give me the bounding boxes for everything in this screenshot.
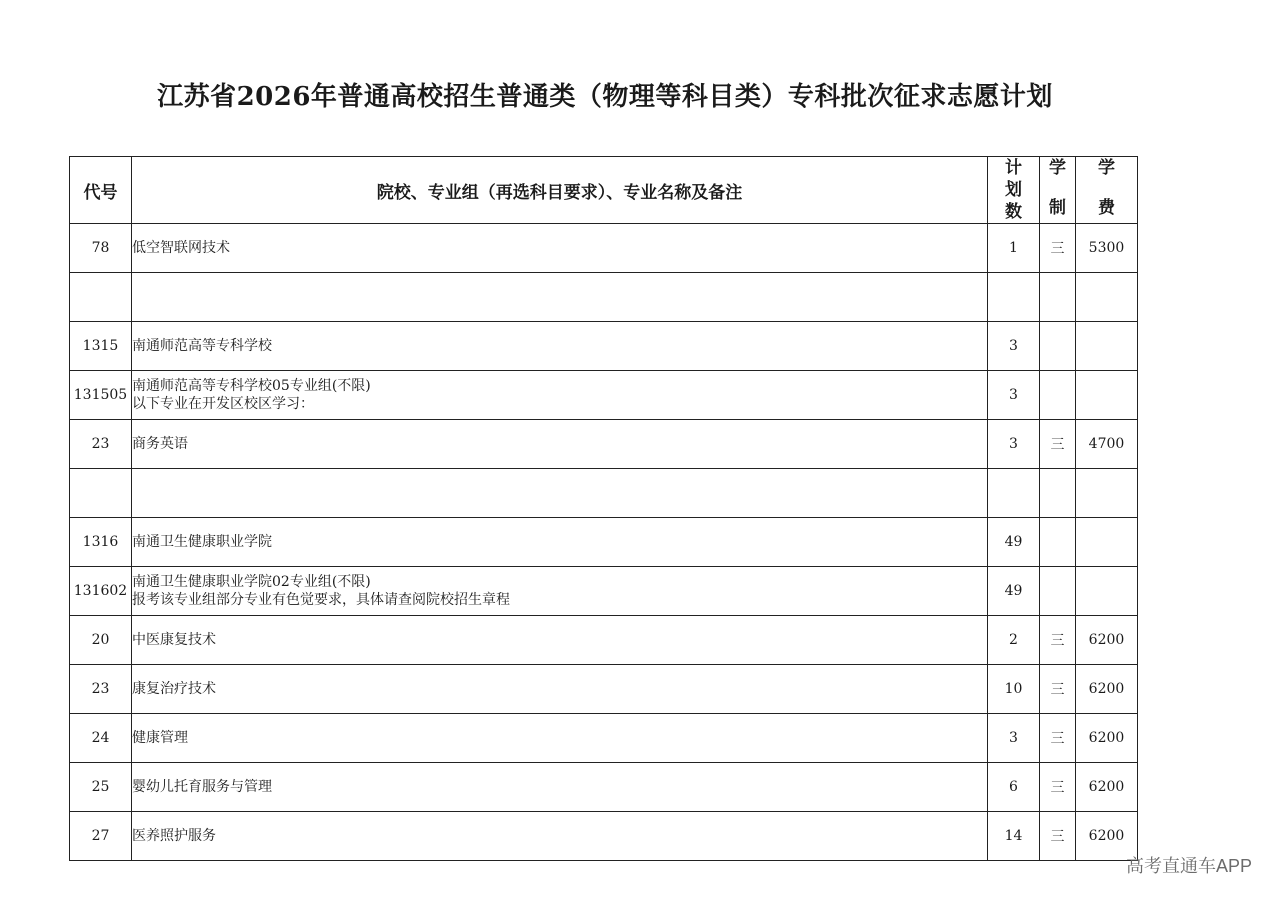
cell-plan: 2 xyxy=(988,616,1040,665)
cell-name xyxy=(132,322,988,371)
cell-code: 23 xyxy=(70,420,132,469)
cell-duration xyxy=(1040,371,1076,420)
cell-fee xyxy=(1076,273,1138,322)
table-header-row xyxy=(70,157,1138,224)
cell-name xyxy=(132,518,988,567)
table-row xyxy=(70,763,1138,812)
header-duration-char: 学 xyxy=(1049,158,1066,178)
cell-fee xyxy=(1076,567,1138,616)
table-row xyxy=(70,273,1138,322)
cell-name xyxy=(132,224,988,273)
cell-fee xyxy=(1076,371,1138,420)
header-plan xyxy=(988,157,1040,224)
table-row xyxy=(70,224,1138,273)
cell-fee: 6200 xyxy=(1076,616,1138,665)
cell-plan xyxy=(988,273,1040,322)
cell-duration xyxy=(1040,469,1076,518)
cell-plan: 49 xyxy=(988,518,1040,567)
cell-note-text: 以下专业在开发区校区学习： xyxy=(132,396,314,412)
cell-name xyxy=(132,812,988,861)
cell-plan: 6 xyxy=(988,763,1040,812)
cell-name-text: 南通卫生健康职业学院 xyxy=(132,534,272,550)
cell-code: 131602 xyxy=(70,567,132,616)
table-row xyxy=(70,714,1138,763)
cell-plan: 3 xyxy=(988,714,1040,763)
cell-duration: 三 xyxy=(1040,763,1076,812)
cell-code xyxy=(70,469,132,518)
cell-fee: 6200 xyxy=(1076,763,1138,812)
cell-fee: 4700 xyxy=(1076,420,1138,469)
cell-duration xyxy=(1040,322,1076,371)
cell-code: 27 xyxy=(70,812,132,861)
table-body xyxy=(70,224,1138,861)
header-fee-char: 费 xyxy=(1098,198,1115,218)
table-row xyxy=(70,420,1138,469)
cell-code: 24 xyxy=(70,714,132,763)
cell-fee: 6200 xyxy=(1076,714,1138,763)
cell-plan: 10 xyxy=(988,665,1040,714)
cell-code xyxy=(70,273,132,322)
cell-name-text: 婴幼儿托育服务与管理 xyxy=(132,779,272,795)
cell-code: 131505 xyxy=(70,371,132,420)
table-row xyxy=(70,812,1138,861)
table-row xyxy=(70,567,1138,616)
cell-duration xyxy=(1040,518,1076,567)
cell-duration: 三 xyxy=(1040,420,1076,469)
cell-fee: 6200 xyxy=(1076,665,1138,714)
cell-name-text: 医养照护服务 xyxy=(132,828,216,844)
table-row xyxy=(70,665,1138,714)
cell-plan: 49 xyxy=(988,567,1040,616)
cell-code: 78 xyxy=(70,224,132,273)
cell-name-text: 商务英语 xyxy=(132,436,188,452)
cell-name xyxy=(132,665,988,714)
cell-fee xyxy=(1076,322,1138,371)
cell-name-text: 南通师范高等专科学校05专业组(不限) xyxy=(132,378,371,394)
cell-name-text: 健康管理 xyxy=(132,730,188,746)
table-row xyxy=(70,518,1138,567)
cell-name-text: 南通卫生健康职业学院02专业组(不限) xyxy=(132,574,371,590)
cell-name xyxy=(132,420,988,469)
cell-duration: 三 xyxy=(1040,616,1076,665)
cell-name xyxy=(132,567,988,616)
header-duration-char: 制 xyxy=(1049,198,1066,218)
watermark: 高考直通车APP xyxy=(1125,856,1252,876)
cell-code: 1315 xyxy=(70,322,132,371)
table-row xyxy=(70,469,1138,518)
cell-code: 20 xyxy=(70,616,132,665)
cell-code: 1316 xyxy=(70,518,132,567)
cell-duration: 三 xyxy=(1040,812,1076,861)
cell-name xyxy=(132,469,988,518)
cell-fee xyxy=(1076,469,1138,518)
cell-fee: 5300 xyxy=(1076,224,1138,273)
cell-name xyxy=(132,763,988,812)
cell-name xyxy=(132,714,988,763)
header-plan-char: 计 xyxy=(1005,158,1022,178)
cell-plan: 14 xyxy=(988,812,1040,861)
cell-duration: 三 xyxy=(1040,665,1076,714)
cell-duration: 三 xyxy=(1040,714,1076,763)
table-row xyxy=(70,616,1138,665)
enrollment-plan-table xyxy=(69,156,1138,861)
header-fee-char: 学 xyxy=(1098,158,1115,178)
cell-code: 23 xyxy=(70,665,132,714)
cell-plan: 3 xyxy=(988,420,1040,469)
header-plan-char: 划 xyxy=(1005,180,1022,200)
page-title: 江苏省2026年普通高校招生普通类（物理等科目类）专科批次征求志愿计划 xyxy=(157,82,1053,112)
cell-duration xyxy=(1040,273,1076,322)
header-name: 院校、专业组（再选科目要求）、专业名称及备注 xyxy=(132,157,988,224)
cell-name-text: 中医康复技术 xyxy=(132,632,216,648)
cell-plan: 1 xyxy=(988,224,1040,273)
cell-plan: 3 xyxy=(988,322,1040,371)
cell-name xyxy=(132,371,988,420)
table-row xyxy=(70,322,1138,371)
header-duration xyxy=(1040,157,1076,224)
header-plan-char: 数 xyxy=(1005,202,1022,222)
cell-name-text: 康复治疗技术 xyxy=(132,681,216,697)
cell-name-text: 南通师范高等专科学校 xyxy=(132,338,272,354)
header-code: 代号 xyxy=(70,157,132,224)
cell-note-text: 报考该专业组部分专业有色觉要求，具体请查阅院校招生章程 xyxy=(132,592,510,608)
cell-name xyxy=(132,616,988,665)
table-row xyxy=(70,371,1138,420)
cell-fee: 6200 xyxy=(1076,812,1138,861)
cell-plan: 3 xyxy=(988,371,1040,420)
cell-duration: 三 xyxy=(1040,224,1076,273)
cell-plan xyxy=(988,469,1040,518)
cell-duration xyxy=(1040,567,1076,616)
cell-code: 25 xyxy=(70,763,132,812)
cell-name xyxy=(132,273,988,322)
header-fee xyxy=(1076,157,1138,224)
cell-fee xyxy=(1076,518,1138,567)
cell-name-text: 低空智联网技术 xyxy=(132,240,230,256)
